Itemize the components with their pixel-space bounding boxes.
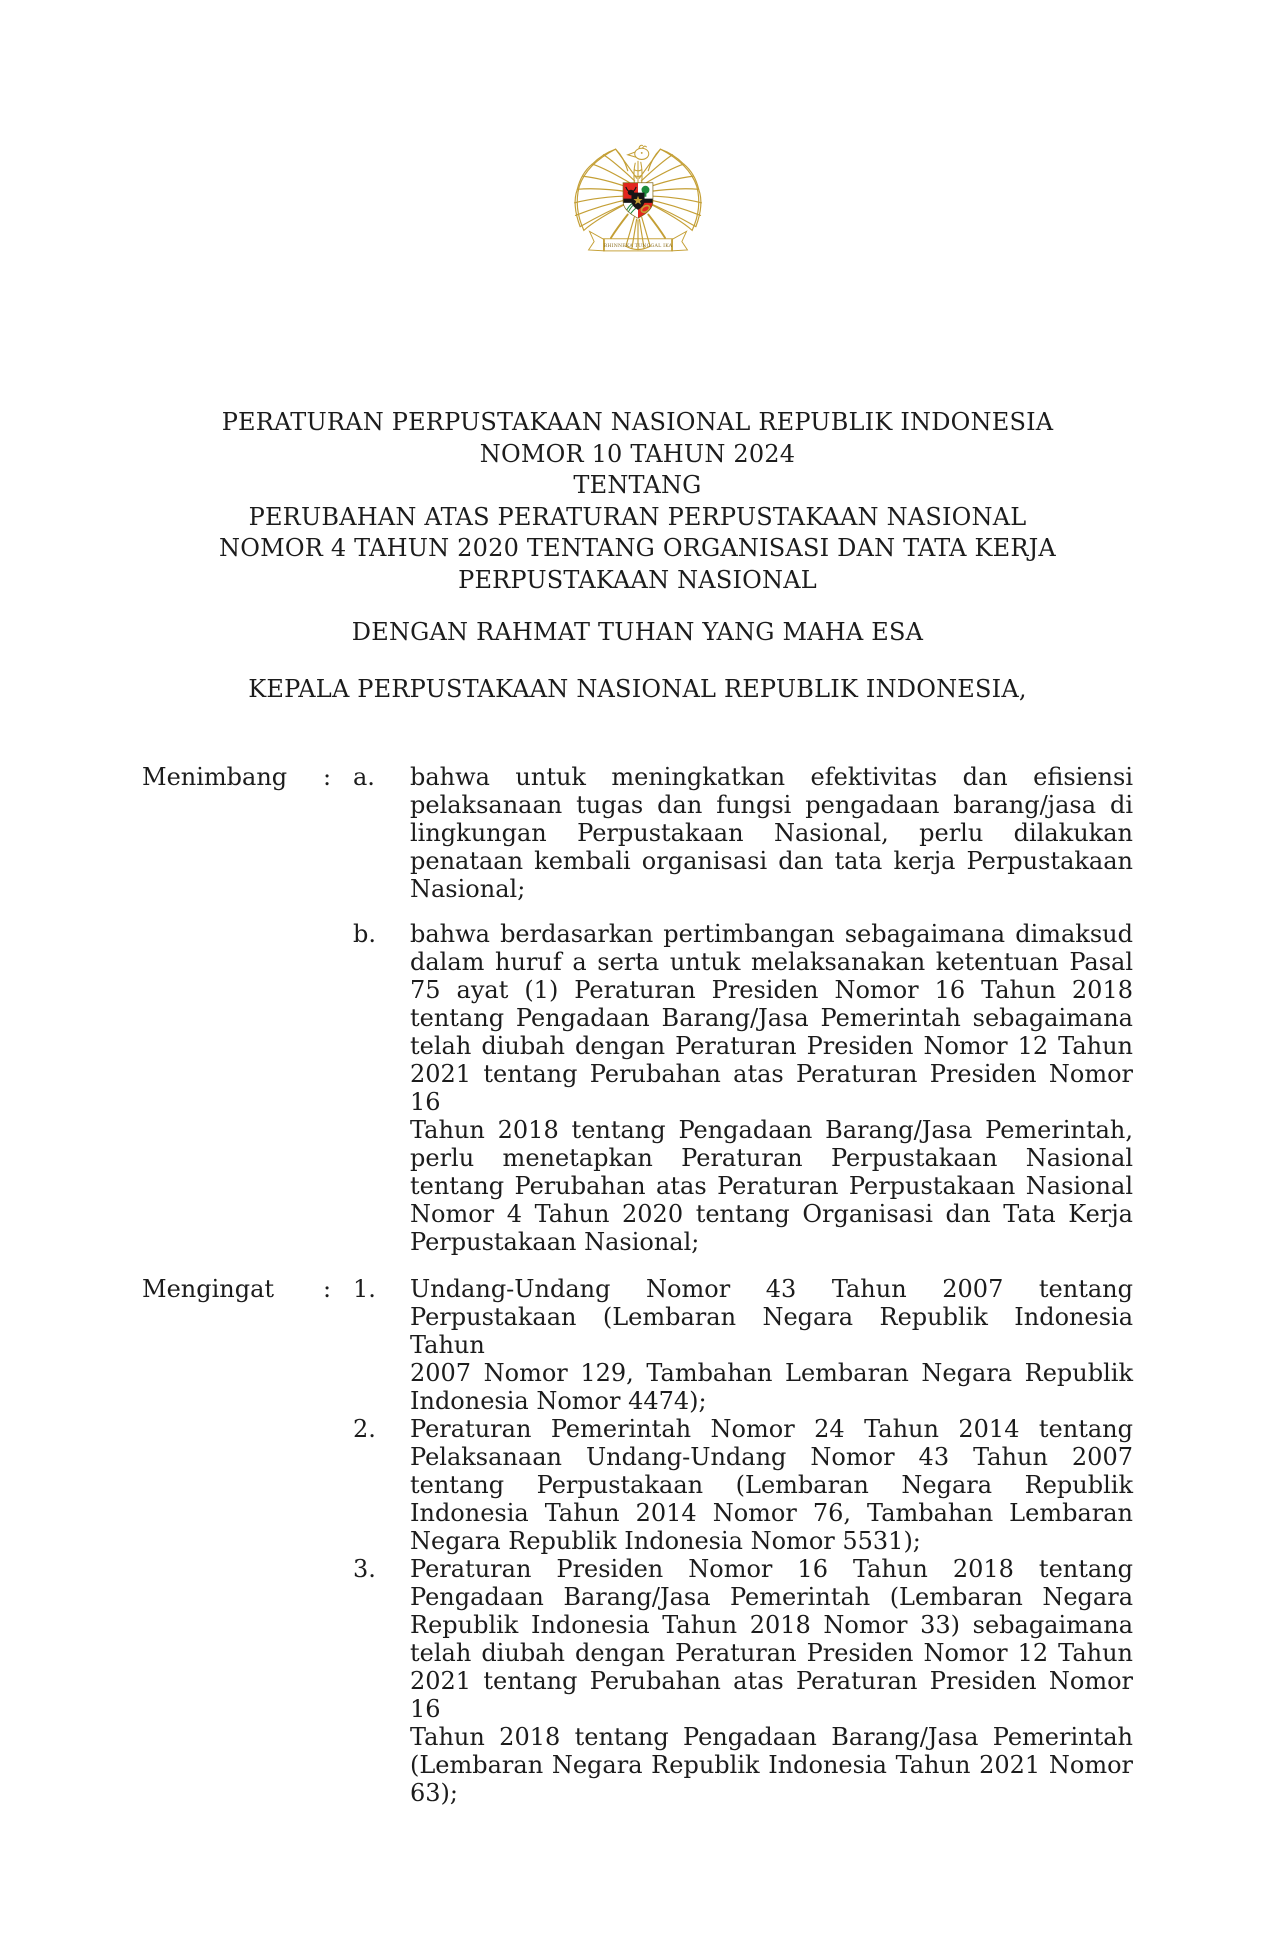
text-line: penataan kembali organisasi dan tata kerja Perpustakaan	[410, 847, 1133, 875]
text-line: tentang Perubahan atas Peraturan Perpustakaan Nasional	[410, 1172, 1133, 1200]
text-line: Nasional;	[410, 875, 526, 903]
text-line: 2021 tentang Perubahan atas Peraturan Presiden Nomor 16	[410, 1667, 1133, 1723]
text-line: Tahun 2018 tentang Pengadaan Barang/Jasa Pemerintah,	[410, 1116, 1133, 1144]
text-line: bahwa untuk meningkatkan efektivitas dan efisiensi	[410, 763, 1133, 791]
text-line: NOMOR 10 TAHUN 2024	[479, 439, 796, 468]
list-item	[353, 1415, 1133, 1555]
text-line: tentang Pengadaan Barang/Jasa Pemerintah sebagaimana	[410, 1004, 1133, 1032]
list-marker: 3.	[353, 1555, 376, 1583]
text-line: Negara Republik Indonesia Nomor 5531);	[410, 1527, 921, 1555]
section-mengingat	[142, 1275, 1133, 1807]
list-marker: b.	[353, 920, 376, 948]
mengingat-items	[353, 1275, 1133, 1807]
text-line: bahwa berdasarkan pertimbangan sebagaimana dimaksud	[410, 920, 1133, 948]
text-line: TENTANG	[573, 471, 702, 499]
text-line: PERPUSTAKAAN NASIONAL	[458, 565, 817, 594]
section-menimbang	[142, 763, 1133, 1256]
text-line: Pengadaan Barang/Jasa Pemerintah (Lembaran Negara	[410, 1583, 1133, 1611]
text-line: Indonesia Tahun 2014 Nomor 76, Tambahan Lembaran	[410, 1499, 1133, 1527]
text-line: (Lembaran Negara Republik Indonesia Tahun 2021 Nomor	[410, 1751, 1133, 1779]
text-line: Peraturan Pemerintah Nomor 24 Tahun 2014 tentang	[410, 1415, 1133, 1443]
emblem-motto-text: BHINNEKA TUNGGAL IKA	[603, 244, 672, 250]
list-item-text	[410, 1415, 1133, 1555]
text-line: Pelaksanaan Undang-Undang Nomor 43 Tahun 2007	[410, 1443, 1133, 1471]
text-line: pelaksanaan tugas dan fungsi pengadaan barang/jasa di	[410, 791, 1133, 819]
invocation-line: DENGAN RAHMAT TUHAN YANG MAHA ESA	[351, 618, 924, 646]
list-item	[353, 1275, 1133, 1415]
list-item	[353, 920, 1133, 1256]
document-title	[0, 407, 1275, 596]
text-line: PERUBAHAN ATAS PERATURAN PERPUSTAKAAN NASIONAL	[248, 502, 1027, 531]
mengingat-colon: :	[323, 1275, 332, 1303]
text-line: PERATURAN PERPUSTAKAAN NASIONAL REPUBLIK INDONESIA	[221, 408, 1054, 436]
text-line: lingkungan Perpustakaan Nasional, perlu dilakukan	[410, 819, 1133, 847]
text-line: 2007 Nomor 129, Tambahan Lembaran Negara Republik	[410, 1359, 1133, 1387]
list-item-text	[410, 920, 1133, 1256]
text-line: Tahun 2018 tentang Pengadaan Barang/Jasa Pemerintah	[410, 1723, 1133, 1751]
text-line: Perpustakaan (Lembaran Negara Republik Indonesia Tahun	[410, 1303, 1133, 1359]
list-item-text	[410, 1555, 1133, 1807]
garuda-emblem-icon	[568, 128, 708, 273]
text-line: Republik Indonesia Tahun 2018 Nomor 33) sebagaimana	[410, 1611, 1133, 1639]
list-marker: 1.	[353, 1275, 376, 1303]
menimbang-label: Menimbang	[142, 763, 288, 791]
mengingat-label: Mengingat	[142, 1275, 275, 1303]
text-line: telah diubah dengan Peraturan Presiden Nomor 12 Tahun	[410, 1639, 1133, 1667]
official-line: KEPALA PERPUSTAKAAN NASIONAL REPUBLIK INDONESIA,	[248, 675, 1027, 703]
list-marker: 2.	[353, 1415, 376, 1443]
text-line: telah diubah dengan Peraturan Presiden Nomor 12 Tahun	[410, 1032, 1133, 1060]
text-line: Indonesia Nomor 4474);	[410, 1387, 707, 1415]
list-item-text	[410, 1275, 1133, 1415]
menimbang-colon: :	[323, 763, 332, 791]
list-item	[353, 763, 1133, 903]
list-item-text	[410, 763, 1133, 903]
menimbang-items	[353, 763, 1133, 1256]
list-item	[353, 1555, 1133, 1807]
garuda-emblem-svg	[568, 128, 708, 273]
text-line: Nomor 4 Tahun 2020 tentang Organisasi dan Tata Kerja	[410, 1200, 1133, 1228]
text-line: 75 ayat (1) Peraturan Presiden Nomor 16 Tahun 2018	[410, 976, 1133, 1004]
text-line: Peraturan Presiden Nomor 16 Tahun 2018 tentang	[410, 1555, 1133, 1583]
text-line: 2021 tentang Perubahan atas Peraturan Presiden Nomor 16	[410, 1060, 1133, 1116]
list-marker: a.	[353, 763, 375, 791]
text-line: perlu menetapkan Peraturan Perpustakaan Nasional	[410, 1144, 1133, 1172]
text-line: Undang-Undang Nomor 43 Tahun 2007 tentang	[410, 1275, 1133, 1303]
text-line: NOMOR 4 TAHUN 2020 TENTANG ORGANISASI DAN TATA KERJA	[219, 534, 1056, 562]
text-line: 63);	[410, 1779, 458, 1807]
text-line: Perpustakaan Nasional;	[410, 1228, 700, 1256]
text-line: tentang Perpustakaan (Lembaran Negara Republik	[410, 1471, 1133, 1499]
text-line: dalam huruf a serta untuk melaksanakan ketentuan Pasal	[410, 948, 1133, 976]
